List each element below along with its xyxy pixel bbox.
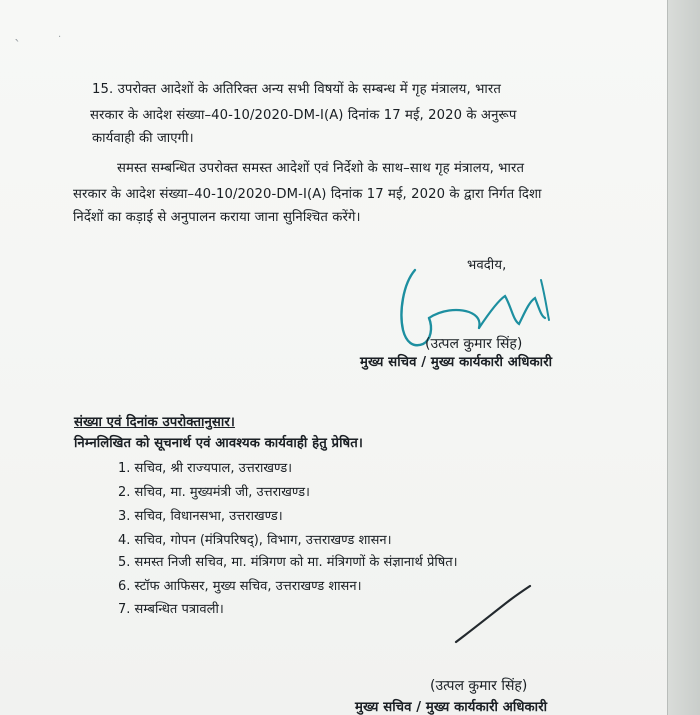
list-item: 6. स्टॉफ आफिसर, मुख्य सचिव, उत्तराखण्ड शासन।	[118, 579, 362, 594]
list-item: 3. सचिव, विधानसभा, उत्तराखण्ड।	[118, 509, 283, 524]
signatory-title-2: मुख्य सचिव / मुख्य कार्यकारी अधिकारी	[355, 700, 548, 715]
distribution-intro: निम्नलिखित को सूचनार्थ एवं आवश्यक कार्यवाही हेतु प्रेषित।	[74, 436, 363, 451]
initials-mark	[448, 582, 538, 650]
paragraph-2-line-2: सरकार के आदेश संख्या–40-10/2020-DM-I(A) दिनांक 17 मई, 2020 के द्वारा निर्गत दिशा	[73, 187, 542, 202]
salutation: भवदीय,	[467, 258, 507, 273]
paragraph-15-line-3: कार्यवाही की जाएगी।	[92, 131, 194, 146]
paragraph-2-line-3: निर्देशों का कड़ाई से अनुपालन कराया जाना सुनिश्चित करेंगे।	[73, 210, 361, 225]
signatory-name: (उत्पल कुमार सिंह)	[425, 336, 523, 352]
list-item: 2. सचिव, मा. मुख्यमंत्री जी, उत्तराखण्ड।	[118, 485, 310, 500]
scan-mark: ˎ	[14, 26, 21, 42]
paragraph-15-line-2: सरकार के आदेश संख्या–40-10/2020-DM-I(A) दिनांक 17 मई, 2020 के अनुरूप	[90, 108, 517, 123]
reference-line: संख्या एवं दिनांक उपरोक्तानुसार।	[74, 415, 235, 430]
list-item: 5. समस्त निजी सचिव, मा. मंत्रिगण को मा. मंत्रिगणों के संज्ञानार्थ प्रेषित।	[118, 555, 458, 570]
paragraph-15-line-1: 15. उपरोक्त आदेशों के अतिरिक्त अन्य सभी विषयों के सम्बन्ध में गृह मंत्रालय, भारत	[92, 82, 502, 97]
paragraph-2-line-1: समस्त सम्बन्धित उपरोक्त समस्त आदेशों एवं निर्देशो के साथ–साथ गृह मंत्रालय, भारत	[117, 161, 525, 176]
list-item: 7. सम्बन्धित पत्रावली।	[118, 602, 224, 617]
list-item: 1. सचिव, श्री राज्यपाल, उत्तराखण्ड।	[118, 461, 293, 476]
signatory-name-2: (उत्पल कुमार सिंह)	[430, 678, 528, 694]
signatory-title: मुख्य सचिव / मुख्य कार्यकारी अधिकारी	[360, 355, 553, 370]
scan-mark: ·	[58, 32, 62, 43]
page-edge-shadow	[667, 0, 700, 715]
list-item: 4. सचिव, गोपन (मंत्रिपरिषद्), विभाग, उत्तराखण्ड शासन।	[118, 533, 392, 548]
